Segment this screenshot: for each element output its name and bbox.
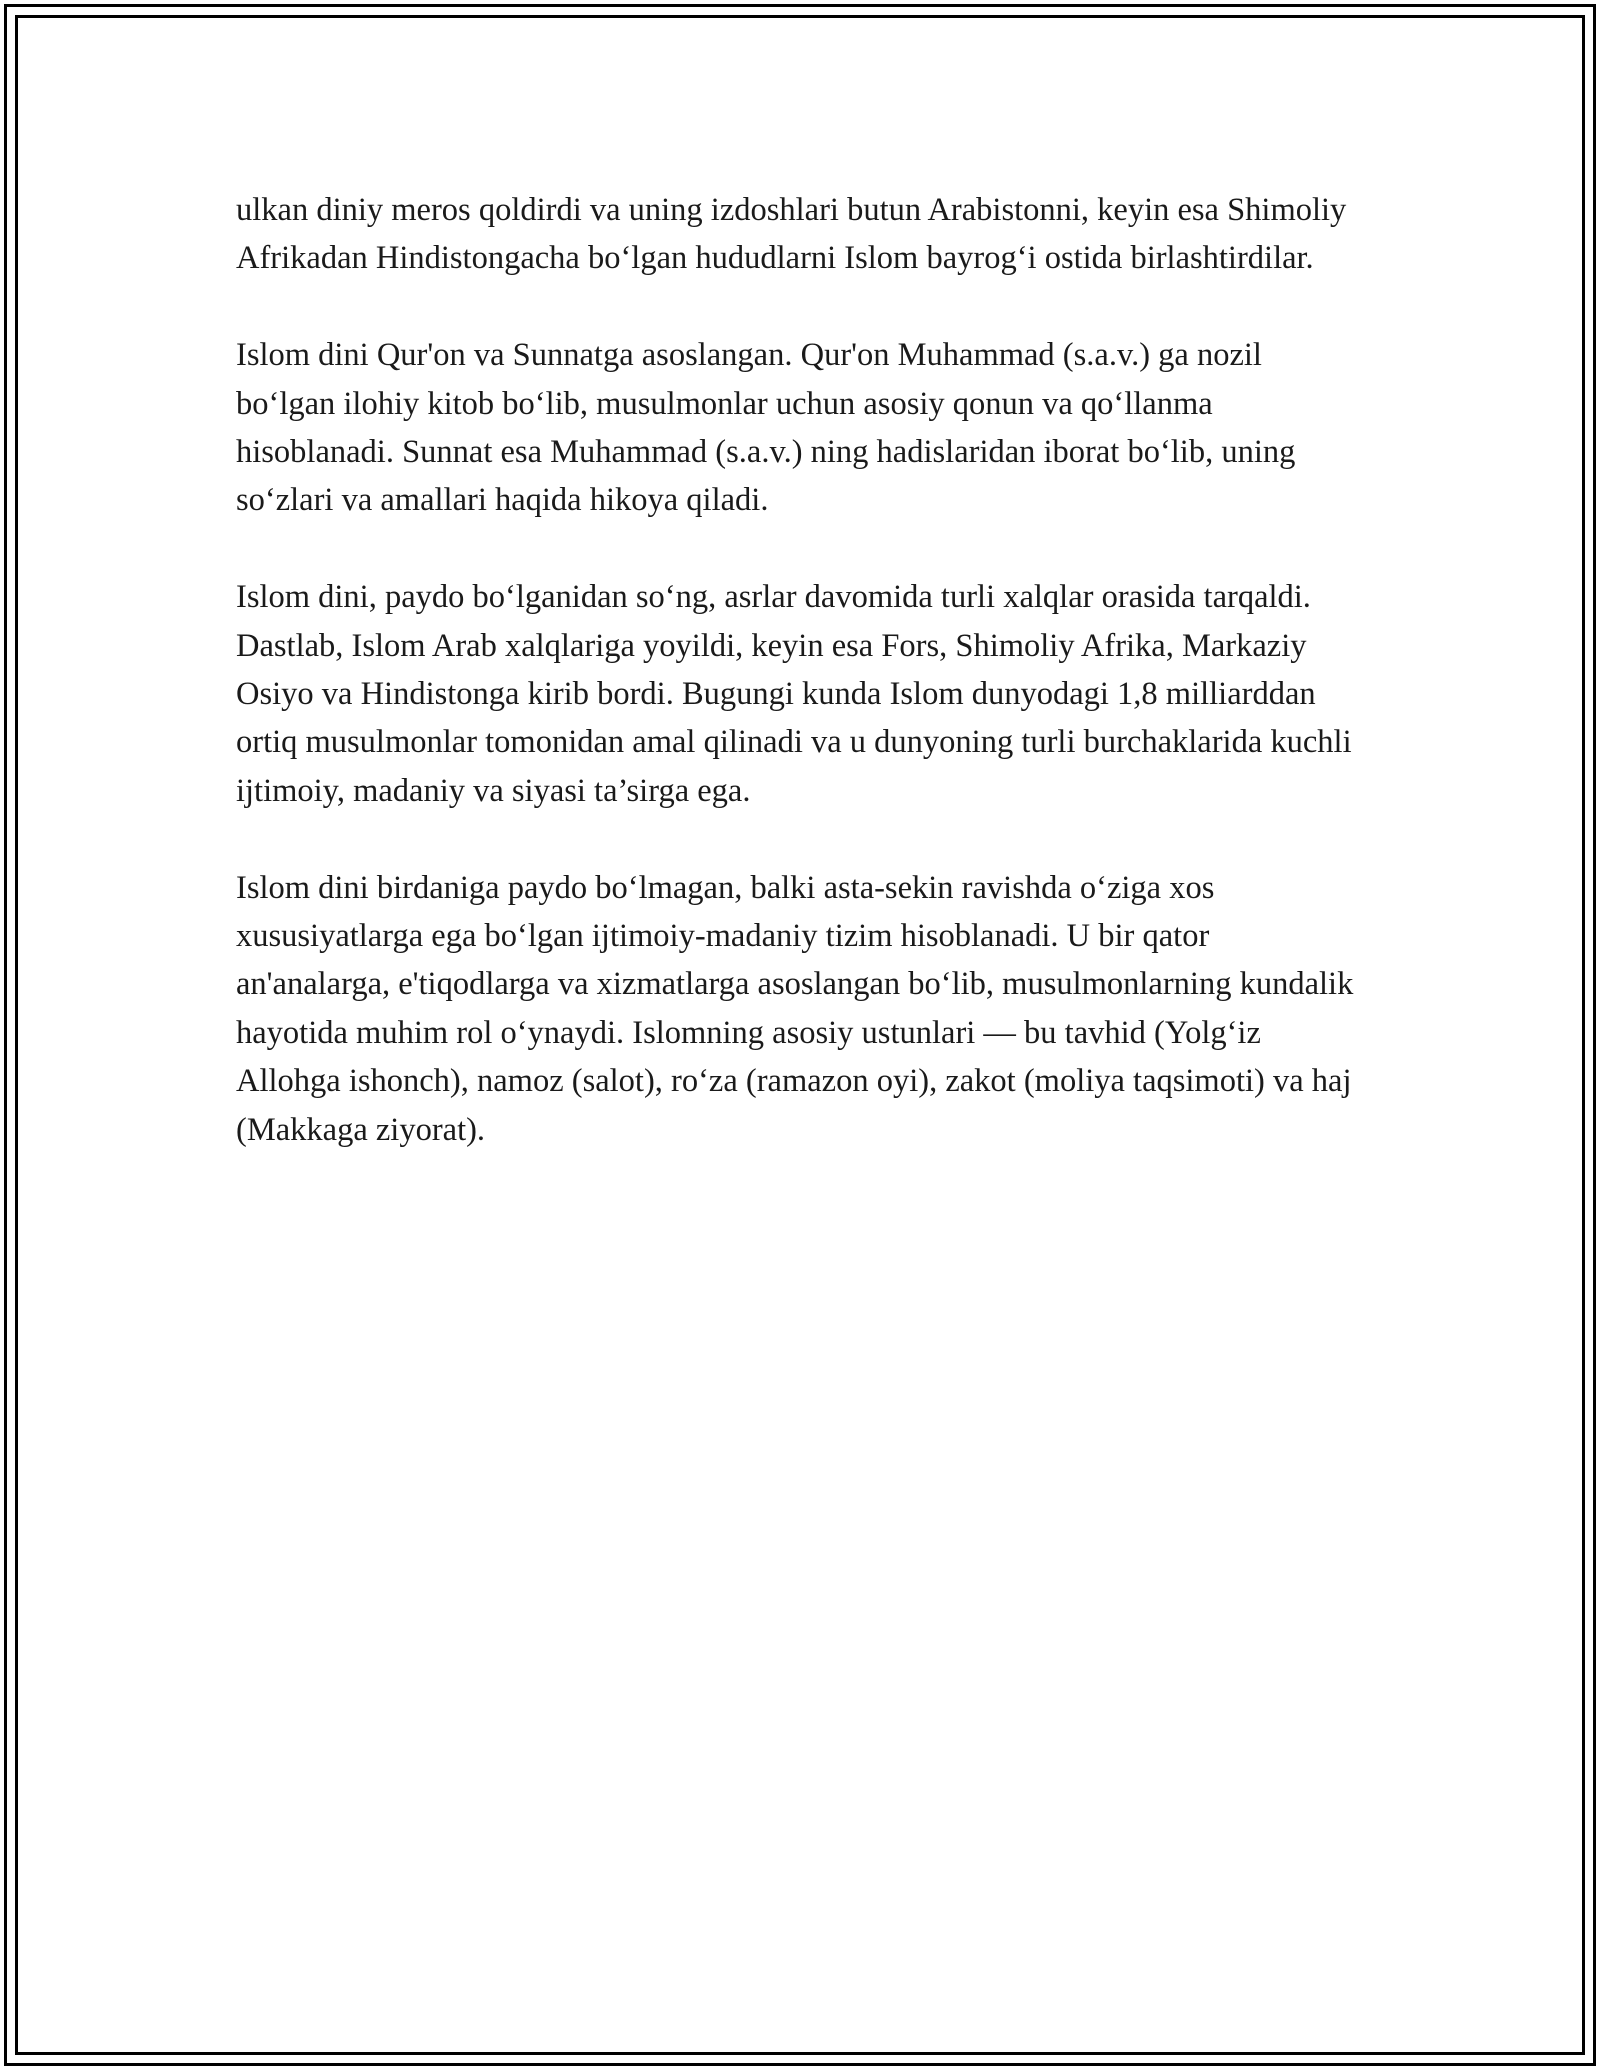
paragraph-4: Islom dini birdaniga paydo bo‘lmagan, balki asta-sekin ravishda o‘ziga xos xususiyatlarga ega bo‘lgan ijtimoiy-madaniy tizim hisoblanadi. U bir qator an'analarga, e'tiqodlarga va xizmatlarga asoslangan bo‘lib, musulmonlarning kundalik hayotida muhim rol o‘ynaydi. Islomning asosiy ustunlari — bu tavhid (Yolg‘iz Allohga ishonch), namoz (salot), ro‘za (ramazon oyi), zakot (moliya taqsimoti) va haj (Makkaga ziyorat). [236, 869, 1354, 1148]
paragraph-1: ulkan diniy meros qoldirdi va uning izdoshlari butun Arabistonni, keyin esa Shimoliy Afrikadan Hindistongacha bo‘lgan hududlarni Islom bayrog‘i ostida birlashtirdilar. [236, 192, 1347, 277]
document-body [236, 186, 1366, 1202]
paragraph-3: Islom dini, paydo bo‘lganidan so‘ng, asrlar davomida turli xalqlar orasida tarqaldi. Dastlab, Islom Arab xalqlariga yoyildi, keyin esa Fors, Shimoliy Afrika, Markaziy Osiyo va Hindistonga kirib bordi. Bugungi kunda Islom dunyodagi 1,8 milliarddan ortiq musulmonlar tomonidan amal qilinadi va u dunyoning turli burchaklarida kuchli ijtimoiy, madaniy va siyasi ta’sirga ega. [236, 579, 1352, 809]
paragraph-2: Islom dini Qur'on va Sunnatga asoslangan. Qur'on Muhammad (s.a.v.) ga nozil bo‘lgan ilohiy kitob bo‘lib, musulmonlar uchun asosiy qonun va qo‘llanma hisoblanadi. Sunnat esa Muhammad (s.a.v.) ning hadislaridan iborat bo‘lib, uning so‘zlari va amallari haqida hikoya qiladi. [236, 337, 1296, 519]
